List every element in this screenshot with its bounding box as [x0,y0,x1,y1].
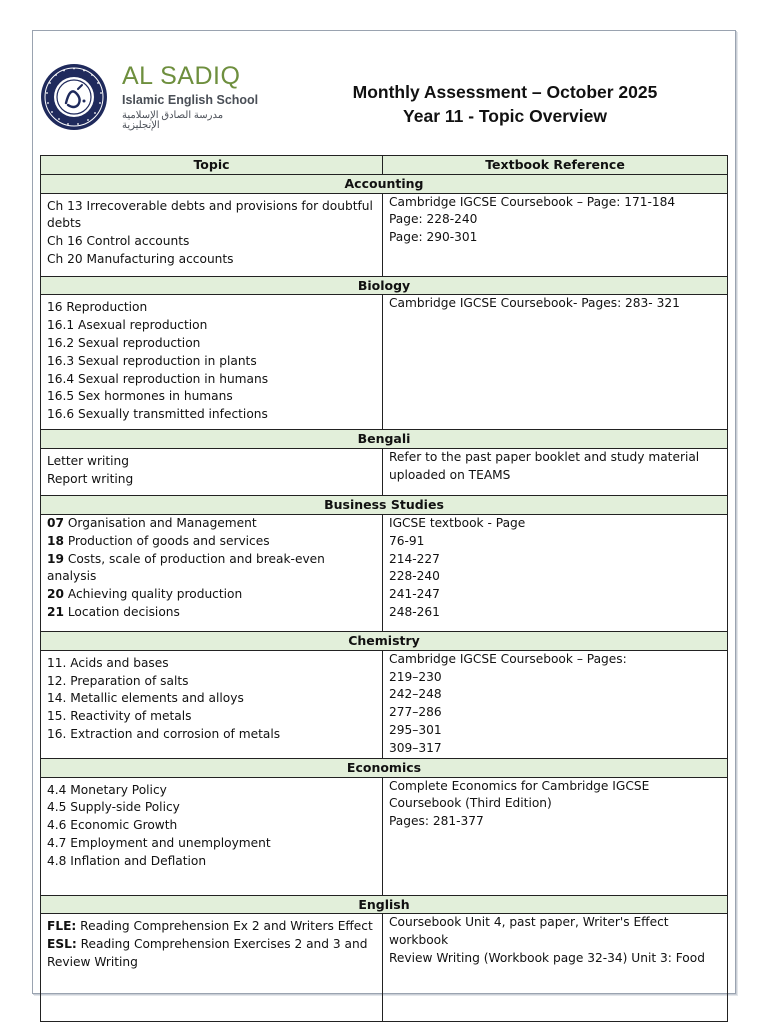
header-textbook-reference: Textbook Reference [383,156,728,175]
reference-item: Coursebook Unit 4, past paper, Writer's Effect workbook [389,915,669,948]
topic-cell [41,650,383,758]
topic-number: ESL: [47,937,77,952]
topic-item: 4.7 Employment and unemployment [47,835,271,850]
topic-cell [41,193,383,276]
topic-cell [41,514,383,631]
topic-item: 16 Reproduction [47,300,148,315]
topic-item: 16.3 Sexual reproduction in plants [47,353,257,368]
section-row-accounting [41,174,728,193]
school-logo-icon [40,63,108,131]
topic-item: 16.2 Sexual reproduction [47,335,201,350]
topic-item: ESL: Reading Comprehension Exercises 2 and 3 and Review Writing [47,937,368,969]
topic-number: FLE: [47,919,77,934]
reference-item: 242–248 [389,687,442,702]
topic-item: FLE: Reading Comprehension Ex 2 and Writers Effect [47,919,373,934]
reference-item: Complete Economics for Cambridge IGCSE Coursebook (Third Edition) [389,778,650,811]
reference-item: 219–230 [389,669,442,684]
topic-item: Ch 13 Irrecoverable debts and provisions for doubtful debts [47,198,373,231]
reference-item: 248-261 [389,604,440,619]
table-row [41,514,728,631]
table-row [41,914,728,1022]
title-line-2: Year 11 - Topic Overview [403,106,607,126]
topic-cell [41,449,383,496]
document-title [330,80,680,128]
reference-item: Page: 290-301 [389,230,478,245]
reference-item: 241-247 [389,587,440,602]
reference-item: Review Writing (Workbook page 32-34) Unit 3: Food [389,950,705,965]
table-row [41,449,728,496]
section-row-business-studies [41,496,728,515]
school-arabic-name: مدرسة الصادق الإسلامية الإنجليزية [122,110,224,131]
topic-item: 16.1 Asexual reproduction [47,318,208,333]
topic-number: 21 [47,604,64,619]
topic-item: Ch 20 Manufacturing accounts [47,251,234,266]
reference-item: Pages: 281-377 [389,814,484,829]
reference-item: Refer to the past paper booklet and study material uploaded on TEAMS [389,450,700,482]
topic-item: 18 Production of goods and services [47,533,270,548]
section-row-bengali [41,430,728,449]
reference-item: IGCSE textbook - Page [389,515,526,530]
school-subtitle: Islamic English School [122,93,259,107]
topic-table [40,155,728,1022]
header-topic: Topic [41,156,383,175]
topic-item: 16.5 Sex hormones in humans [47,389,233,404]
reference-item: Cambridge IGCSE Coursebook – Pages: [389,651,627,666]
reference-item: 277–286 [389,705,442,720]
topic-item: 15. Reactivity of metals [47,709,192,724]
section-row-english [41,895,728,914]
reference-item: 309–317 [389,740,442,755]
section-heading: Chemistry [41,631,728,650]
reference-cell [383,295,728,430]
section-heading: Economics [41,758,728,777]
topic-item: 4.4 Monetary Policy [47,782,167,797]
table-row [41,650,728,758]
topic-number: 20 [47,587,64,602]
table-row [41,777,728,895]
reference-item: Cambridge IGCSE Coursebook- Pages: 283- 321 [389,296,680,311]
title-line-1: Monthly Assessment – October 2025 [352,82,658,102]
reference-cell [383,777,728,895]
reference-item: Cambridge IGCSE Coursebook – Page: 171-184 [389,194,676,209]
topic-cell [41,914,383,1022]
school-name: AL SADIQ [122,62,241,90]
topic-cell [41,777,383,895]
section-row-economics [41,758,728,777]
section-heading: Bengali [41,430,728,449]
table-row [41,193,728,276]
section-heading: English [41,895,728,914]
topic-item: 4.8 Inflation and Deflation [47,853,207,868]
section-heading: Accounting [41,174,728,193]
reference-item: 76-91 [389,533,425,548]
topic-item: 16.4 Sexual reproduction in humans [47,371,269,386]
topic-item: Report writing [47,471,134,486]
topic-item: Letter writing [47,454,130,469]
topic-number: 18 [47,533,64,548]
topic-number: 19 [47,551,64,566]
topic-item: Ch 16 Control accounts [47,234,190,249]
section-row-chemistry [41,631,728,650]
topic-item: 16.6 Sexually transmitted infections [47,407,268,422]
topic-item: 12. Preparation of salts [47,673,189,688]
topic-cell [41,295,383,430]
table-row [41,295,728,430]
reference-item: Page: 228-240 [389,212,478,227]
topic-item: 07 Organisation and Management [47,515,257,530]
section-heading: Biology [41,276,728,295]
topic-item: 4.5 Supply-side Policy [47,800,180,815]
table-header-row [41,156,728,175]
reference-cell [383,914,728,1022]
topic-item: 11. Acids and bases [47,655,169,670]
reference-cell [383,650,728,758]
reference-cell [383,514,728,631]
topic-item: 19 Costs, scale of production and break-even analysis [47,551,325,584]
topic-item: 21 Location decisions [47,604,180,619]
reference-item: 228-240 [389,569,440,584]
topic-item: 14. Metallic elements and alloys [47,691,244,706]
section-row-biology [41,276,728,295]
section-heading: Business Studies [41,496,728,515]
reference-item: 214-227 [389,551,440,566]
topic-item: 16. Extraction and corrosion of metals [47,726,281,741]
reference-item: 295–301 [389,722,442,737]
topic-number: 07 [47,515,64,530]
topic-item: 20 Achieving quality production [47,587,243,602]
reference-cell [383,193,728,276]
topic-item: 4.6 Economic Growth [47,818,178,833]
reference-cell [383,449,728,496]
